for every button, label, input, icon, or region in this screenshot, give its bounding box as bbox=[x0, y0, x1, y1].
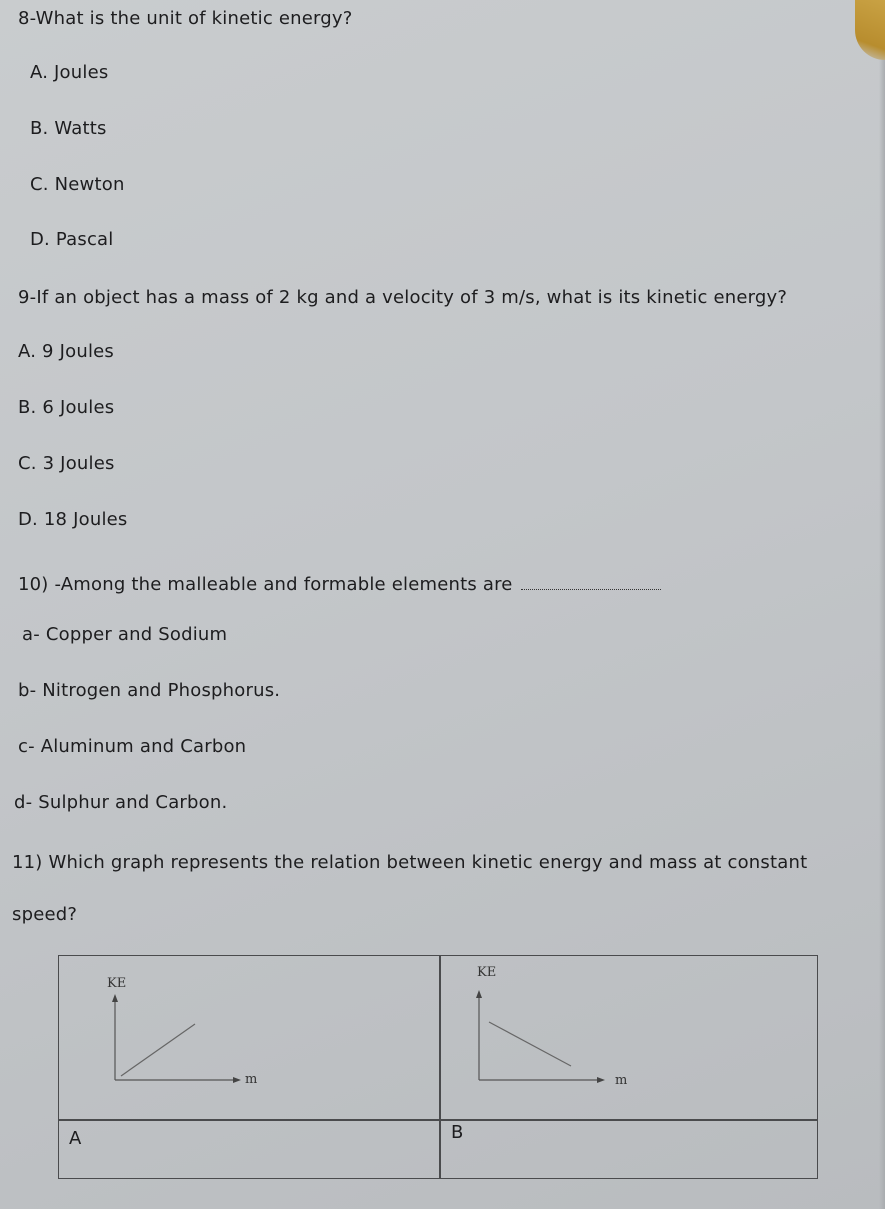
question-8-option-a: A. Joules bbox=[30, 62, 109, 83]
graph-b-y-label: KE bbox=[477, 965, 497, 980]
question-9-option-a: A. 9 Joules bbox=[18, 341, 114, 362]
question-11-text-line-1: 11) Which graph represents the relation between kinetic energy and mass at constant bbox=[12, 852, 808, 873]
graph-a-x-arrow bbox=[233, 1077, 241, 1083]
question-10-blank bbox=[521, 588, 661, 590]
question-8-option-d: D. Pascal bbox=[30, 229, 114, 250]
question-10-text bbox=[18, 574, 661, 595]
graphs-drawing bbox=[59, 956, 819, 1180]
question-11-text-line-2: speed? bbox=[12, 904, 78, 925]
question-8-text: 8-What is the unit of kinetic energy? bbox=[18, 8, 353, 29]
question-10-option-d: d- Sulphur and Carbon. bbox=[14, 792, 228, 813]
graph-b-line-decreasing bbox=[489, 1022, 571, 1066]
graph-b-x-label: m bbox=[615, 1073, 628, 1088]
question-9-option-d: D. 18 Joules bbox=[18, 509, 128, 530]
question-10-option-a: a- Copper and Sodium bbox=[22, 624, 228, 645]
graph-b bbox=[476, 990, 605, 1083]
question-9-option-b: B. 6 Joules bbox=[18, 397, 115, 418]
question-10-option-c: c- Aluminum and Carbon bbox=[18, 736, 247, 757]
graph-a-line-increasing bbox=[121, 1024, 195, 1076]
question-8-option-b: B. Watts bbox=[30, 118, 107, 139]
graph-b-y-arrow bbox=[476, 990, 482, 998]
question-9-option-c: C. 3 Joules bbox=[18, 453, 115, 474]
page-edge-shadow bbox=[879, 60, 885, 1209]
graph-a-answer-label: A bbox=[69, 1128, 82, 1149]
question-9-text: 9-If an object has a mass of 2 kg and a velocity of 3 m/s, what is its kinetic energy? bbox=[18, 287, 788, 308]
graph-a-x-label: m bbox=[245, 1072, 258, 1087]
question-8-option-c: C. Newton bbox=[30, 174, 125, 195]
page-corner-shadow bbox=[855, 0, 885, 60]
graph-b-answer-label: B bbox=[451, 1122, 464, 1143]
graph-choices-table bbox=[58, 955, 818, 1179]
question-10-option-b: b- Nitrogen and Phosphorus. bbox=[18, 680, 281, 701]
graph-a-y-arrow bbox=[112, 994, 118, 1002]
graph-b-x-arrow bbox=[597, 1077, 605, 1083]
question-10-stem: 10) -Among the malleable and formable elements are bbox=[18, 574, 513, 595]
graph-a-y-label: KE bbox=[107, 976, 127, 991]
graph-a bbox=[112, 994, 241, 1083]
